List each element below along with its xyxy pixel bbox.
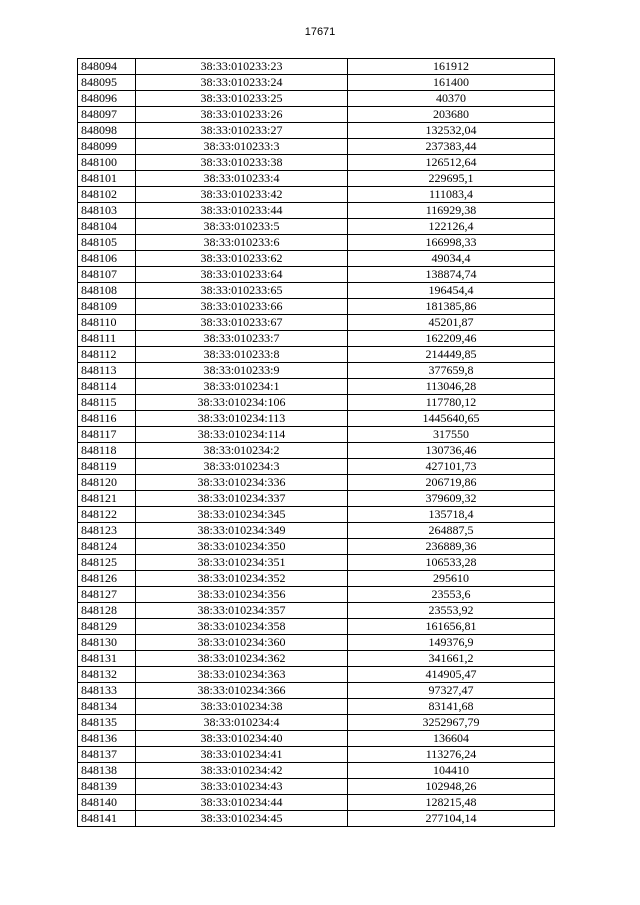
row-id-cell: 848105	[78, 235, 136, 251]
value-cell: 122126,4	[348, 219, 555, 235]
table-row	[78, 107, 555, 123]
cadastral-number-cell: 38:33:010234:362	[136, 651, 348, 667]
value-cell: 128215,48	[348, 795, 555, 811]
cadastral-number-cell: 38:33:010233:67	[136, 315, 348, 331]
table-row	[78, 395, 555, 411]
value-cell: 206719,86	[348, 475, 555, 491]
row-id-cell: 848108	[78, 283, 136, 299]
value-cell: 161912	[348, 59, 555, 75]
value-cell: 132532,04	[348, 123, 555, 139]
table-row	[78, 507, 555, 523]
cadastral-number-cell: 38:33:010233:42	[136, 187, 348, 203]
cadastral-number-cell: 38:33:010234:357	[136, 603, 348, 619]
table-row	[78, 811, 555, 827]
value-cell: 264887,5	[348, 523, 555, 539]
value-cell: 166998,33	[348, 235, 555, 251]
row-id-cell: 848098	[78, 123, 136, 139]
row-id-cell: 848114	[78, 379, 136, 395]
table-row	[78, 171, 555, 187]
value-cell: 229695,1	[348, 171, 555, 187]
cadastral-number-cell: 38:33:010234:114	[136, 427, 348, 443]
value-cell: 236889,36	[348, 539, 555, 555]
table-row	[78, 59, 555, 75]
table-row	[78, 75, 555, 91]
value-cell: 295610	[348, 571, 555, 587]
table-row	[78, 347, 555, 363]
table-row	[78, 539, 555, 555]
table-row	[78, 379, 555, 395]
row-id-cell: 848107	[78, 267, 136, 283]
value-cell: 40370	[348, 91, 555, 107]
value-cell: 130736,46	[348, 443, 555, 459]
cadastral-number-cell: 38:33:010234:358	[136, 619, 348, 635]
row-id-cell: 848100	[78, 155, 136, 171]
value-cell: 135718,4	[348, 507, 555, 523]
table-row	[78, 427, 555, 443]
table-row	[78, 363, 555, 379]
value-cell: 113046,28	[348, 379, 555, 395]
cadastral-number-cell: 38:33:010234:42	[136, 763, 348, 779]
cadastral-number-cell: 38:33:010234:45	[136, 811, 348, 827]
row-id-cell: 848102	[78, 187, 136, 203]
row-id-cell: 848117	[78, 427, 136, 443]
table-row	[78, 139, 555, 155]
cadastral-number-cell: 38:33:010233:25	[136, 91, 348, 107]
table-row	[78, 635, 555, 651]
value-cell: 136604	[348, 731, 555, 747]
row-id-cell: 848140	[78, 795, 136, 811]
value-cell: 414905,47	[348, 667, 555, 683]
cadastral-number-cell: 38:33:010233:66	[136, 299, 348, 315]
table-row	[78, 523, 555, 539]
row-id-cell: 848097	[78, 107, 136, 123]
table-row	[78, 747, 555, 763]
value-cell: 104410	[348, 763, 555, 779]
table-row	[78, 571, 555, 587]
cadastral-number-cell: 38:33:010233:9	[136, 363, 348, 379]
value-cell: 181385,86	[348, 299, 555, 315]
data-table	[77, 58, 555, 827]
row-id-cell: 848109	[78, 299, 136, 315]
row-id-cell: 848130	[78, 635, 136, 651]
cadastral-number-cell: 38:33:010234:43	[136, 779, 348, 795]
row-id-cell: 848129	[78, 619, 136, 635]
row-id-cell: 848094	[78, 59, 136, 75]
table-row	[78, 715, 555, 731]
cadastral-number-cell: 38:33:010234:352	[136, 571, 348, 587]
cadastral-number-cell: 38:33:010233:62	[136, 251, 348, 267]
row-id-cell: 848110	[78, 315, 136, 331]
table-row	[78, 251, 555, 267]
value-cell: 214449,85	[348, 347, 555, 363]
row-id-cell: 848141	[78, 811, 136, 827]
table-row	[78, 763, 555, 779]
cadastral-number-cell: 38:33:010234:106	[136, 395, 348, 411]
table-row	[78, 731, 555, 747]
cadastral-number-cell: 38:33:010234:44	[136, 795, 348, 811]
row-id-cell: 848096	[78, 91, 136, 107]
table-row	[78, 91, 555, 107]
table-row	[78, 619, 555, 635]
table-row	[78, 683, 555, 699]
cadastral-number-cell: 38:33:010233:3	[136, 139, 348, 155]
value-cell: 102948,26	[348, 779, 555, 795]
row-id-cell: 848138	[78, 763, 136, 779]
table-row	[78, 475, 555, 491]
table-row	[78, 331, 555, 347]
table-row	[78, 587, 555, 603]
value-cell: 138874,74	[348, 267, 555, 283]
row-id-cell: 848111	[78, 331, 136, 347]
value-cell: 23553,6	[348, 587, 555, 603]
table-body	[78, 59, 555, 827]
value-cell: 45201,87	[348, 315, 555, 331]
cadastral-number-cell: 38:33:010233:5	[136, 219, 348, 235]
table-row	[78, 651, 555, 667]
row-id-cell: 848101	[78, 171, 136, 187]
value-cell: 427101,73	[348, 459, 555, 475]
cadastral-number-cell: 38:33:010234:3	[136, 459, 348, 475]
value-cell: 106533,28	[348, 555, 555, 571]
table-row	[78, 779, 555, 795]
row-id-cell: 848127	[78, 587, 136, 603]
value-cell: 277104,14	[348, 811, 555, 827]
table-row	[78, 603, 555, 619]
cadastral-number-cell: 38:33:010234:345	[136, 507, 348, 523]
value-cell: 237383,44	[348, 139, 555, 155]
row-id-cell: 848132	[78, 667, 136, 683]
cadastral-number-cell: 38:33:010234:40	[136, 731, 348, 747]
table-row	[78, 123, 555, 139]
row-id-cell: 848118	[78, 443, 136, 459]
table-row	[78, 219, 555, 235]
row-id-cell: 848104	[78, 219, 136, 235]
row-id-cell: 848137	[78, 747, 136, 763]
cadastral-number-cell: 38:33:010234:4	[136, 715, 348, 731]
cadastral-number-cell: 38:33:010234:38	[136, 699, 348, 715]
cadastral-number-cell: 38:33:010233:27	[136, 123, 348, 139]
row-id-cell: 848123	[78, 523, 136, 539]
table-row	[78, 315, 555, 331]
table-row	[78, 235, 555, 251]
cadastral-number-cell: 38:33:010233:64	[136, 267, 348, 283]
cadastral-number-cell: 38:33:010234:351	[136, 555, 348, 571]
row-id-cell: 848135	[78, 715, 136, 731]
table-row	[78, 155, 555, 171]
cadastral-number-cell: 38:33:010233:8	[136, 347, 348, 363]
row-id-cell: 848106	[78, 251, 136, 267]
cadastral-number-cell: 38:33:010234:2	[136, 443, 348, 459]
table-row	[78, 491, 555, 507]
cadastral-number-cell: 38:33:010233:24	[136, 75, 348, 91]
table-row	[78, 443, 555, 459]
cadastral-number-cell: 38:33:010234:41	[136, 747, 348, 763]
row-id-cell: 848121	[78, 491, 136, 507]
row-id-cell: 848136	[78, 731, 136, 747]
value-cell: 162209,46	[348, 331, 555, 347]
cadastral-number-cell: 38:33:010233:65	[136, 283, 348, 299]
row-id-cell: 848115	[78, 395, 136, 411]
cadastral-number-cell: 38:33:010234:113	[136, 411, 348, 427]
value-cell: 83141,68	[348, 699, 555, 715]
value-cell: 377659,8	[348, 363, 555, 379]
table-row	[78, 187, 555, 203]
cadastral-number-cell: 38:33:010233:7	[136, 331, 348, 347]
row-id-cell: 848099	[78, 139, 136, 155]
value-cell: 97327,47	[348, 683, 555, 699]
value-cell: 49034,4	[348, 251, 555, 267]
row-id-cell: 848125	[78, 555, 136, 571]
row-id-cell: 848112	[78, 347, 136, 363]
value-cell: 161400	[348, 75, 555, 91]
value-cell: 1445640,65	[348, 411, 555, 427]
value-cell: 126512,64	[348, 155, 555, 171]
table-row	[78, 555, 555, 571]
cadastral-number-cell: 38:33:010234:350	[136, 539, 348, 555]
value-cell: 111083,4	[348, 187, 555, 203]
cadastral-number-cell: 38:33:010234:1	[136, 379, 348, 395]
table-row	[78, 459, 555, 475]
row-id-cell: 848103	[78, 203, 136, 219]
cadastral-number-cell: 38:33:010234:336	[136, 475, 348, 491]
row-id-cell: 848139	[78, 779, 136, 795]
row-id-cell: 848134	[78, 699, 136, 715]
cadastral-number-cell: 38:33:010233:38	[136, 155, 348, 171]
value-cell: 23553,92	[348, 603, 555, 619]
cadastral-number-cell: 38:33:010234:349	[136, 523, 348, 539]
cadastral-number-cell: 38:33:010233:23	[136, 59, 348, 75]
cadastral-number-cell: 38:33:010233:26	[136, 107, 348, 123]
row-id-cell: 848131	[78, 651, 136, 667]
value-cell: 203680	[348, 107, 555, 123]
row-id-cell: 848133	[78, 683, 136, 699]
table-row	[78, 283, 555, 299]
table-row	[78, 267, 555, 283]
row-id-cell: 848119	[78, 459, 136, 475]
cadastral-number-cell: 38:33:010234:360	[136, 635, 348, 651]
row-id-cell: 848124	[78, 539, 136, 555]
value-cell: 196454,4	[348, 283, 555, 299]
row-id-cell: 848095	[78, 75, 136, 91]
table-row	[78, 699, 555, 715]
cadastral-number-cell: 38:33:010234:363	[136, 667, 348, 683]
value-cell: 317550	[348, 427, 555, 443]
cadastral-number-cell: 38:33:010234:366	[136, 683, 348, 699]
value-cell: 379609,32	[348, 491, 555, 507]
value-cell: 341661,2	[348, 651, 555, 667]
table-row	[78, 411, 555, 427]
value-cell: 116929,38	[348, 203, 555, 219]
table-row	[78, 299, 555, 315]
cadastral-number-cell: 38:33:010233:4	[136, 171, 348, 187]
table-row	[78, 667, 555, 683]
value-cell: 113276,24	[348, 747, 555, 763]
value-cell: 149376,9	[348, 635, 555, 651]
table-row	[78, 203, 555, 219]
row-id-cell: 848122	[78, 507, 136, 523]
row-id-cell: 848116	[78, 411, 136, 427]
table-row	[78, 795, 555, 811]
cadastral-number-cell: 38:33:010233:44	[136, 203, 348, 219]
row-id-cell: 848120	[78, 475, 136, 491]
row-id-cell: 848126	[78, 571, 136, 587]
row-id-cell: 848128	[78, 603, 136, 619]
page-number: 17671	[304, 26, 336, 38]
cadastral-number-cell: 38:33:010234:337	[136, 491, 348, 507]
row-id-cell: 848113	[78, 363, 136, 379]
value-cell: 161656,81	[348, 619, 555, 635]
cadastral-number-cell: 38:33:010233:6	[136, 235, 348, 251]
value-cell: 117780,12	[348, 395, 555, 411]
cadastral-number-cell: 38:33:010234:356	[136, 587, 348, 603]
value-cell: 3252967,79	[348, 715, 555, 731]
